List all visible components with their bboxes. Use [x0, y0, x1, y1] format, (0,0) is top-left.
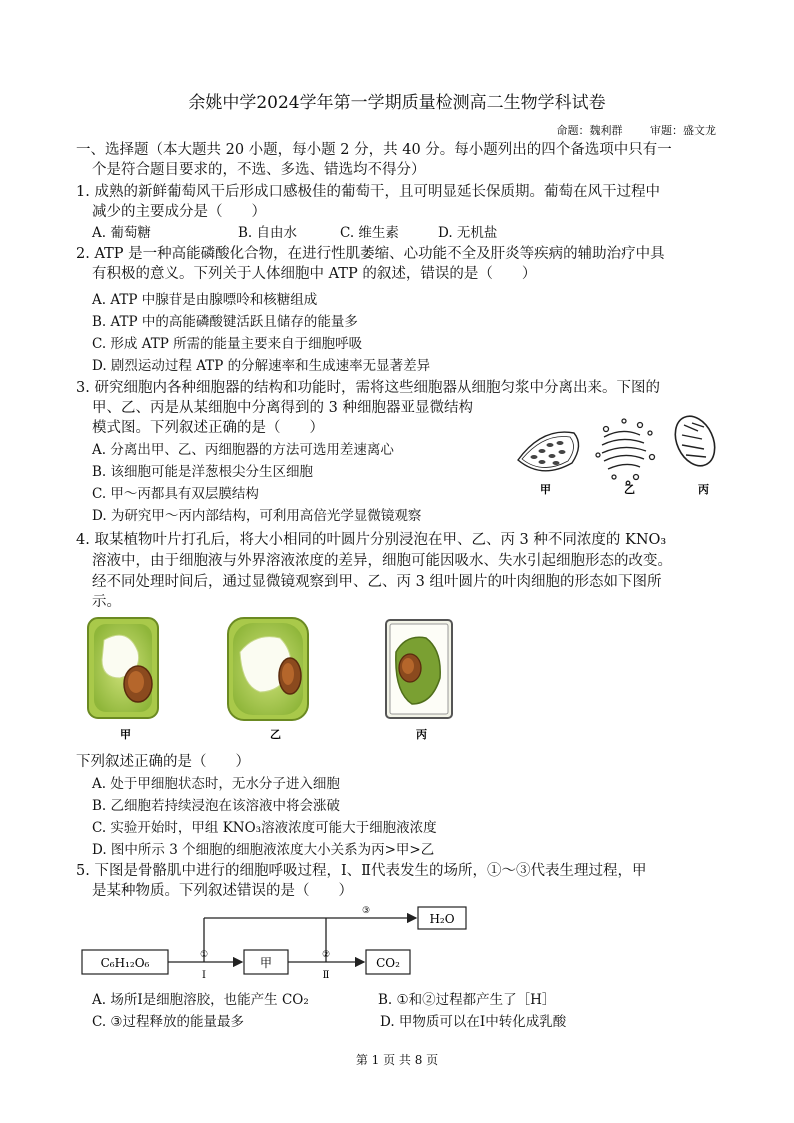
organelle-figure [512, 405, 727, 500]
q4-stem-line5: 下列叙述正确的是（ ） [76, 754, 250, 770]
q1-option-c: C. 维生素 [340, 225, 399, 241]
respiration-diagram [76, 900, 476, 980]
q3-stem-line1: 3. 研究细胞内各种细胞器的结构和功能时，需将这些细胞器从细胞匀浆中分离出来。下图的 [76, 380, 660, 396]
process-3-label: ③ [361, 906, 371, 916]
q2-option-b: B. ATP 中的高能磷酸键活跃且储存的能量多 [92, 314, 358, 330]
q3-option-a: A. 分离出甲、乙、丙细胞器的方法可选用差速离心 [92, 442, 394, 458]
organelle-yi-illustration [596, 419, 655, 485]
fig4-label-yi: 乙 [270, 728, 281, 741]
q4-stem-line1: 4. 取某植物叶片打孔后，将大小相同的叶圆片分别浸泡在甲、乙、丙 3 种不同浓度的 KNO₃ [76, 532, 667, 548]
q4-option-b: B. 乙细胞若持续浸泡在该溶液中将会涨破 [92, 798, 341, 814]
fig3-label-jia: 甲 [540, 483, 551, 496]
q4-stem-line3: 经不同处理时间后，通过显微镜观察到甲、乙、丙 3 组叶圆片的叶肉细胞的形态如下图所 [92, 574, 662, 590]
setter-name: 命题：魏利群 [556, 124, 623, 137]
co2-box-label: CO₂ [376, 956, 400, 970]
glucose-box-label: C₆H₁₂O₆ [100, 956, 150, 970]
q5-stem-line1: 5. 下图是骨骼肌中进行的细胞呼吸过程，Ⅰ、Ⅱ代表发生的场所，①～③代表生理过程，甲 [76, 863, 647, 879]
q2-option-c: C. 形成 ATP 所需的能量主要来自于细胞呼吸 [92, 336, 363, 352]
q1-option-d: D. 无机盐 [438, 225, 498, 241]
h2o-box-label: H₂O [429, 912, 455, 926]
q5-option-a: A. 场所Ⅰ是细胞溶胶，也能产生 CO₂ [92, 992, 309, 1008]
q1-option-a: A. 葡萄糖 [92, 225, 151, 241]
q5-option-c: C. ③过程释放的能量最多 [92, 1014, 245, 1030]
section-heading-line1: 一、选择题（本大题共 20 小题，每小题 2 分，共 40 分。每小题列出的四个备选项中只有一 [76, 142, 672, 158]
q1-stem-line1: 1. 成熟的新鲜葡萄风干后形成口感极佳的葡萄干，且可明显延长保质期。葡萄在风干过程中 [76, 184, 660, 200]
reviewer-name: 审题：盛文龙 [650, 124, 716, 137]
q3-option-b: B. 该细胞可能是洋葱根尖分生区细胞 [92, 464, 314, 480]
q3-option-c: C. 甲～丙都具有双层膜结构 [92, 486, 259, 502]
q4-option-c: C. 实验开始时，甲组 KNO₃溶液浓度可能大于细胞液浓度 [92, 820, 437, 836]
page-title: 余姚中学2024学年第一学期质量检测高二生物学科试卷 [188, 93, 606, 113]
q5-option-b: B. ①和②过程都产生了［H］ [378, 992, 556, 1008]
q2-option-d: D. 剧烈运动过程 ATP 的分解速率和生成速率无显著差异 [92, 358, 431, 374]
page-number: 第 1 页 共 8 页 [355, 1053, 439, 1067]
cell-yi-illustration [228, 618, 308, 720]
q1-stem-line2: 减少的主要成分是（ ） [92, 204, 266, 220]
q1-option-b: B. 自由水 [238, 225, 298, 241]
cell-jia-illustration [88, 618, 158, 718]
site-1-label: Ⅰ [202, 970, 206, 980]
q5-option-d: D. 甲物质可以在Ⅰ中转化成乳酸 [380, 1014, 567, 1030]
fig4-label-bing: 丙 [416, 728, 427, 741]
author-info [533, 122, 717, 138]
process-1-label: ① [199, 950, 209, 960]
section-heading-line2: 个是符合题目要求的，不选、多选、错选均不得分） [92, 162, 426, 178]
cell-bing-illustration [386, 620, 452, 718]
fig3-label-yi: 乙 [624, 483, 635, 496]
site-2-label: Ⅱ [322, 970, 330, 980]
q3-option-d: D. 为研究甲～丙内部结构，可利用高倍光学显微镜观察 [92, 508, 422, 524]
process-2-label: ② [321, 950, 331, 960]
fig3-label-bing: 丙 [698, 483, 709, 496]
fig4-label-jia: 甲 [120, 728, 131, 741]
jia-box-label: 甲 [259, 956, 273, 970]
q4-stem-line2: 溶液中，由于细胞液与外界溶液浓度的差异，细胞可能因吸水、失水引起细胞形态的改变。 [92, 553, 672, 569]
organelle-jia-illustration [518, 432, 579, 471]
q4-option-a: A. 处于甲细胞状态时，无水分子进入细胞 [92, 776, 340, 792]
plant-cell-figure [80, 612, 480, 744]
q5-stem-line2: 是某种物质。下列叙述错误的是（ ） [92, 883, 353, 899]
q3-stem-line3: 模式图。下列叙述正确的是（ ） [92, 420, 324, 436]
organelle-bing-illustration [668, 410, 723, 472]
q4-option-d: D. 图中所示 3 个细胞的细胞液浓度大小关系为丙>甲>乙 [92, 842, 435, 858]
q3-stem-line2: 甲、乙、丙是从某细胞中分离得到的 3 种细胞器亚显微结构 [92, 400, 473, 416]
q2-stem-line1: 2. ATP 是一种高能磷酸化合物，在进行性肌萎缩、心功能不全及肝炎等疾病的辅助治疗中具 [76, 246, 665, 262]
q2-stem-line2: 有积极的意义。下列关于人体细胞中 ATP 的叙述，错误的是（ ） [92, 266, 537, 282]
q2-option-a: A. ATP 中腺苷是由腺嘌呤和核糖组成 [92, 292, 318, 308]
q4-stem-line4: 示。 [92, 594, 121, 610]
